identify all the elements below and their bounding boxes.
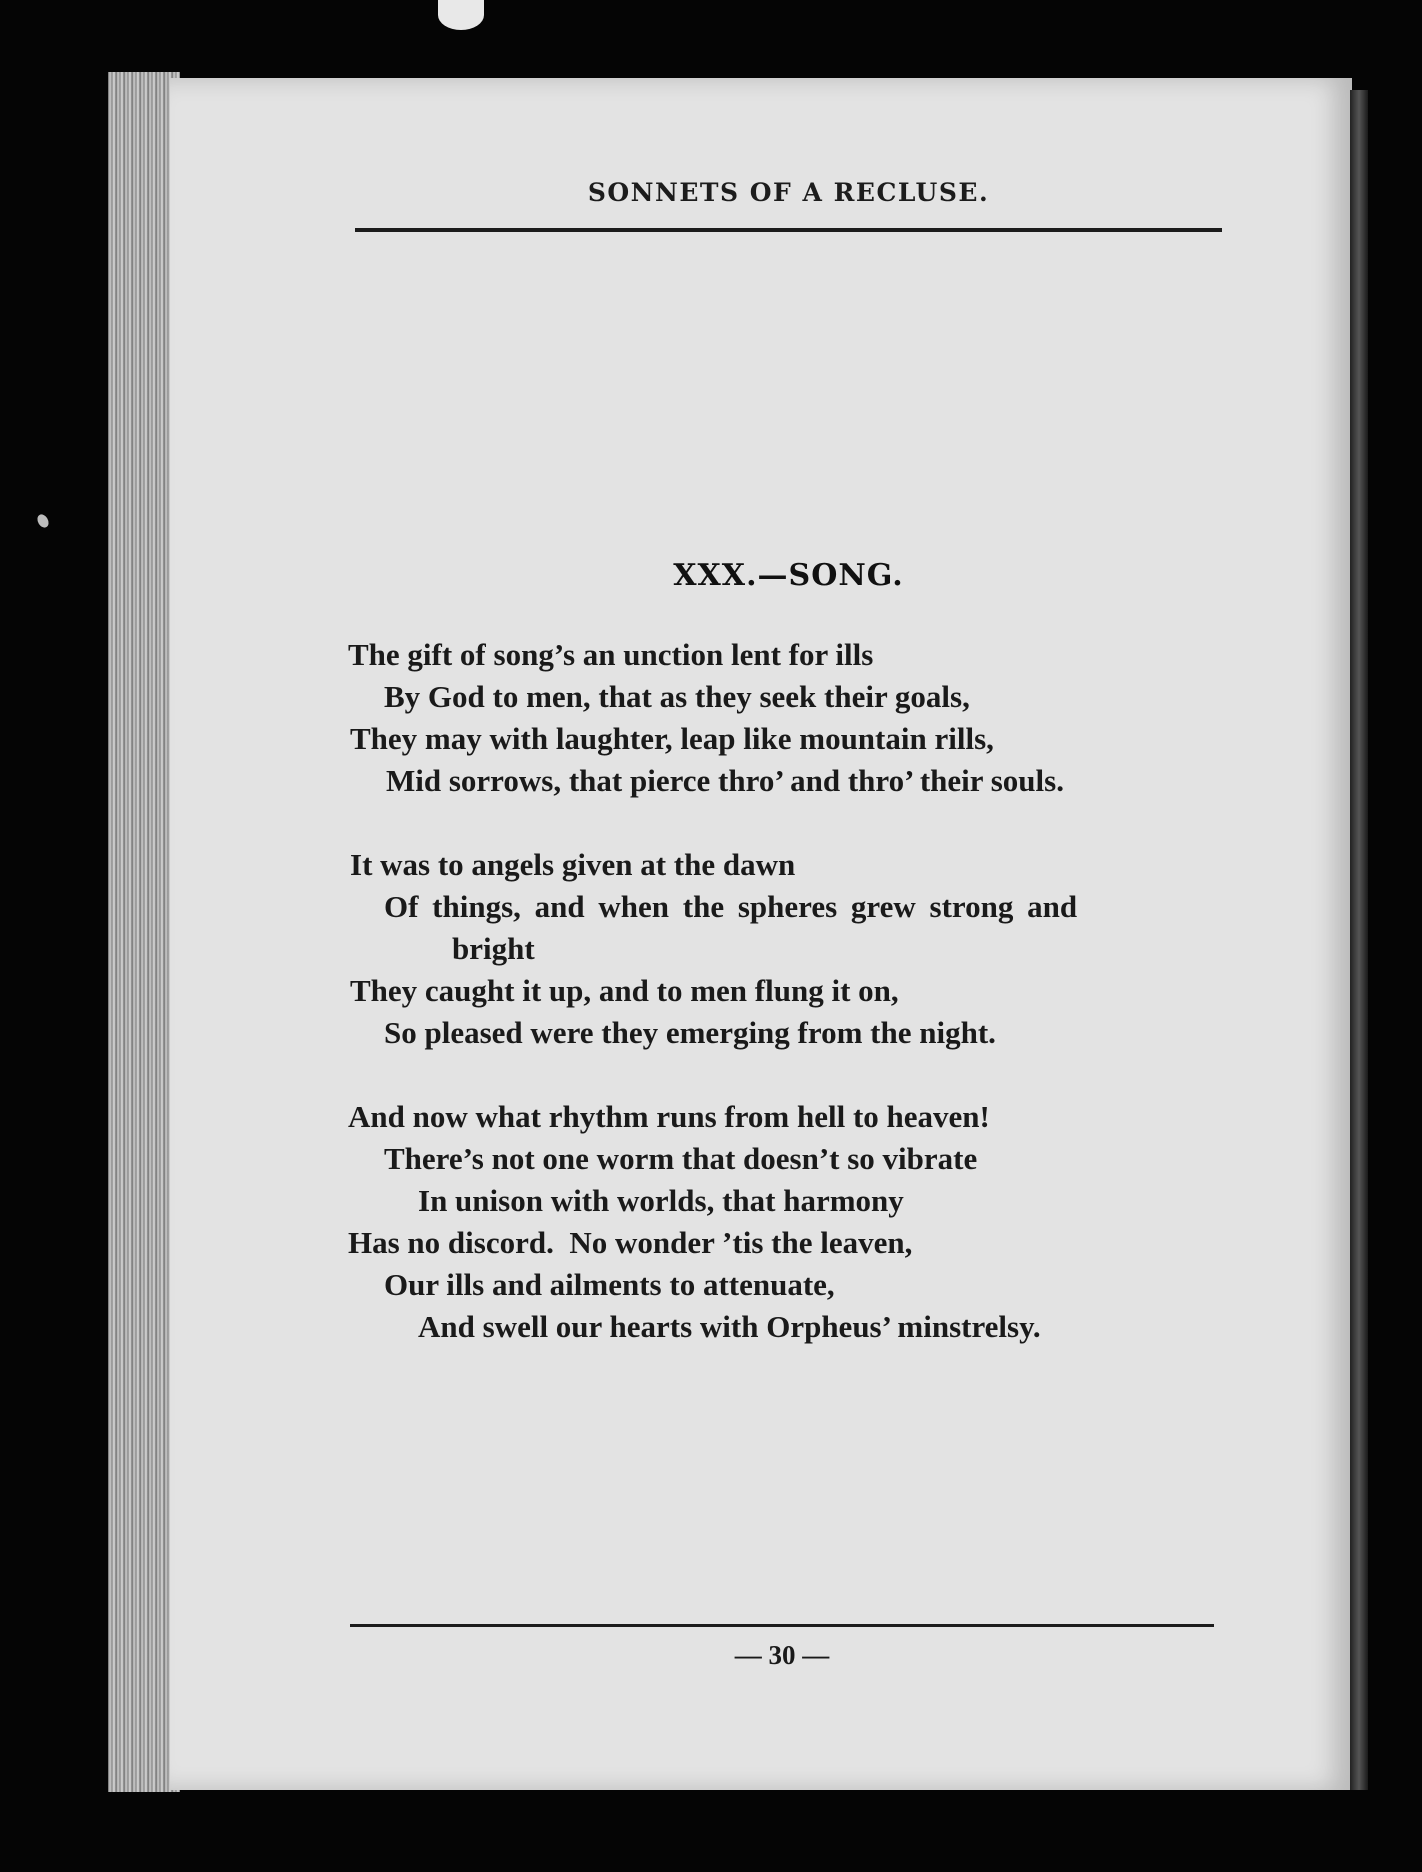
- running-title: SONNETS OF A RECLUSE.: [587, 178, 990, 207]
- poem-line: Of things, and when the spheres grew strong and: [384, 889, 1078, 924]
- poem-line: The gift of song’s an unction lent for ills: [348, 637, 874, 672]
- poem-line: They may with laughter, leap like mountain rills,: [350, 721, 994, 756]
- poem-line: And now what rhythm runs from hell to heaven!: [348, 1099, 990, 1134]
- poem-line: Our ills and ailments to attenuate,: [384, 1267, 835, 1302]
- poem-line: bright: [452, 931, 535, 966]
- scan-blemish-top: [438, 0, 484, 30]
- poem-line: And swell our hearts with Orpheus’ minstrelsy.: [418, 1309, 1041, 1344]
- header-rule: [355, 228, 1222, 232]
- book-page: [170, 78, 1352, 1790]
- poem-line: Has no discord. No wonder ’tis the leaven,: [348, 1225, 913, 1260]
- poem-line: It was to angels given at the dawn: [350, 847, 796, 882]
- poem-line: So pleased were they emerging from the night.: [384, 1015, 996, 1050]
- poem-line: There’s not one worm that doesn’t so vibrate: [384, 1141, 978, 1176]
- poem-line: By God to men, that as they seek their goals,: [384, 679, 970, 714]
- poem-line: They caught it up, and to men flung it on,: [350, 973, 899, 1008]
- footer-rule: [350, 1624, 1214, 1627]
- scan-speck-left: [35, 512, 51, 529]
- poem-line: Mid sorrows, that pierce thro’ and thro’ their souls.: [386, 763, 1064, 798]
- poem-line: In unison with worlds, that harmony: [418, 1183, 904, 1218]
- page-number: — 30 —: [734, 1640, 830, 1670]
- page-gutter-right: [1350, 90, 1368, 1790]
- poem-title: XXX.—SONG.: [673, 558, 904, 593]
